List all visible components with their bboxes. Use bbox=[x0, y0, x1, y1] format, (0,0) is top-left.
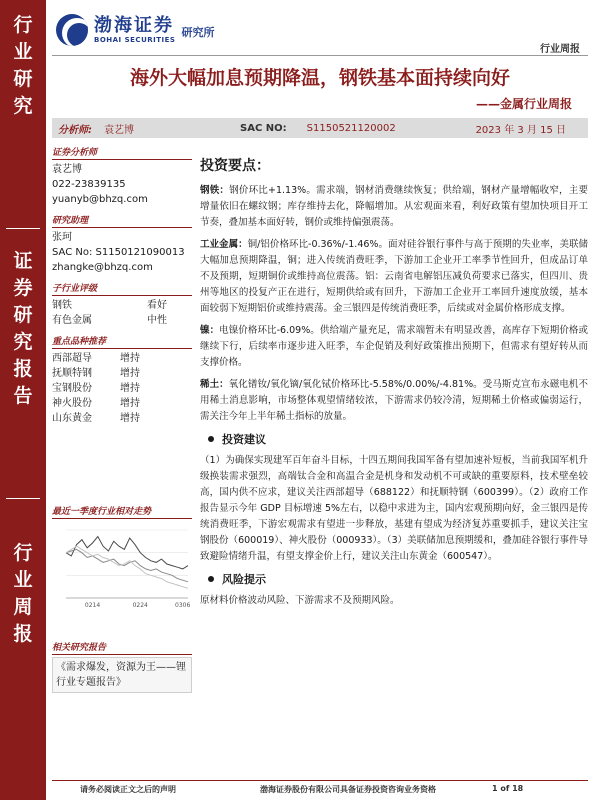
footer-page-number: 1 of 18 bbox=[492, 784, 524, 793]
stock-row bbox=[52, 351, 192, 366]
sidebar-block-industry-weekly bbox=[0, 540, 46, 648]
assistant-name: 张珂 bbox=[52, 232, 72, 243]
report-type: 行业周报 bbox=[540, 44, 580, 55]
report-title: 海外大幅加息预期降温，钢铁基本面持续向好 bbox=[129, 67, 510, 89]
sidebar-char: 周 bbox=[13, 596, 33, 618]
stock-row bbox=[52, 396, 192, 411]
institute-label: 研究所 bbox=[181, 26, 215, 39]
report-date: 2023 年 3 月 15 日 bbox=[475, 124, 566, 136]
analyst-name: 袁艺博 bbox=[104, 124, 134, 136]
stock-rating: 增持 bbox=[120, 353, 140, 364]
stock-name: 山东黄金 bbox=[52, 413, 92, 424]
stock-row bbox=[52, 411, 192, 426]
bullet-icon bbox=[208, 436, 214, 442]
stock-name: 西部超导 bbox=[52, 353, 92, 364]
chart-x-tick-label: 0214 bbox=[84, 602, 101, 609]
steel-text: 钢价环比+1.13%。需求端，钢材消费继续恢复；供给端，钢材产量增幅收窄，主要增量依旧在螺纹钢；库存维持去化，降幅增加。从宏观面来看，利好政策有望加快项目开工节奏，叠加基本面好转，钢价或维持偏强震荡。 bbox=[200, 185, 588, 228]
stock-row bbox=[52, 366, 192, 381]
stocks-section-heading: 重点品种推荐 bbox=[52, 334, 192, 349]
analyst-phone: 022-23839135 bbox=[52, 179, 126, 190]
risk-paragraph: 原材料价格波动风险、下游需求不及预期风险。 bbox=[200, 595, 400, 606]
logo-english-name: BOHAI SECURITIES bbox=[94, 36, 176, 44]
sidebar-char: 研 bbox=[13, 68, 33, 90]
analyst-email: yuanyb@bhzq.com bbox=[52, 194, 148, 205]
nickel-paragraph bbox=[200, 323, 588, 371]
sidebar-char: 告 bbox=[13, 385, 33, 407]
sidebar-char: 究 bbox=[13, 331, 33, 353]
steel-paragraph bbox=[200, 183, 588, 231]
stock-name: 宝钢股份 bbox=[52, 383, 92, 394]
rare-earth-text: 氧化镨钕/氧化镝/氧化铽价格环比-5.58%/0.00%/-4.81%。受马斯克宣布永磁电机不用稀土消息影响，市场整体观望情绪较浓，下游需求仍较冷清，短期稀土价格或偏弱运行，需关注今年上半年稀土指标的放量。 bbox=[200, 379, 588, 422]
rating-sector: 钢铁 bbox=[52, 300, 72, 311]
company-logo bbox=[56, 12, 214, 48]
rare-earth-paragraph bbox=[200, 377, 588, 425]
rating-value: 看好 bbox=[147, 300, 167, 311]
stock-name: 抚顺特钢 bbox=[52, 368, 92, 379]
industrial-metals-paragraph bbox=[200, 237, 588, 317]
risk-heading bbox=[200, 571, 588, 587]
stock-rating: 增持 bbox=[120, 383, 140, 394]
footer-company: 渤海证券股份有限公司具备证券投资咨询业务资格 bbox=[260, 785, 436, 794]
stock-rating: 增持 bbox=[120, 398, 140, 409]
left-column bbox=[52, 145, 192, 693]
sidebar-block-securities-report bbox=[0, 248, 46, 410]
stock-rating: 增持 bbox=[120, 413, 140, 424]
relative-trend-chart bbox=[52, 524, 192, 614]
main-content bbox=[200, 155, 588, 615]
nickel-label: 镍： bbox=[200, 325, 220, 336]
footer-divider bbox=[52, 780, 588, 781]
sidebar bbox=[0, 0, 46, 800]
sidebar-char: 证 bbox=[13, 250, 33, 272]
sac-label: SAC NO: bbox=[240, 122, 287, 134]
sidebar-block-industry-research bbox=[0, 12, 46, 120]
sidebar-char: 业 bbox=[13, 569, 33, 591]
bullet-icon bbox=[208, 576, 214, 582]
related-section-heading: 相关研究报告 bbox=[52, 640, 192, 655]
rating-sector: 有色金属 bbox=[52, 315, 92, 326]
sidebar-char: 行 bbox=[13, 542, 33, 564]
industrial-metals-label: 工业金属： bbox=[200, 239, 248, 250]
report-subtitle: ——金属行业周报 bbox=[475, 97, 572, 111]
related-report: 《需求爆发，资源为王——锂行业专题报告》 bbox=[52, 657, 192, 693]
rating-value: 中性 bbox=[147, 315, 167, 326]
bohai-logo-icon bbox=[56, 14, 88, 46]
header-divider bbox=[52, 55, 588, 56]
sidebar-char: 券 bbox=[13, 277, 33, 299]
assistant-email: zhangke@bhzq.com bbox=[52, 262, 153, 273]
summary-heading: 投资要点： bbox=[200, 158, 270, 174]
sidebar-char: 报 bbox=[13, 623, 33, 645]
sidebar-char: 报 bbox=[13, 358, 33, 380]
sidebar-divider bbox=[6, 498, 40, 499]
assistant-sac: SAC No: S1150121090013 bbox=[52, 247, 185, 258]
steel-label: 钢铁： bbox=[200, 185, 230, 196]
investment-advice-paragraph: （1）为确保实现建军百年奋斗目标，十四五期间我国军备有望加速补短板，当前我国军机升级换装需求强烈，高端钛合金和高温合金是机身和发动机不可或缺的重要原料，技术壁垒较高，国内供不应求，建议关注西部超导（688122）和抚顺特钢（600399）。（2）政府工作报告显示今年 GDP 目标增速 5%左右，以稳中求进为主，国内宏观预期向好，金三银四是传统消费旺季，下游宏观需求有望进一步释放，基建有望成为经济复苏重要抓手，建议关注宝钢股份（600019）、神火股份（000933）。（3）美联储加息预期缓和，叠加硅谷银行事件导致避险情绪升温，有望支撑金价上行，建议关注山东黄金（600547）。 bbox=[200, 455, 588, 562]
stock-rating: 增持 bbox=[120, 368, 140, 379]
analyst-label: 分析师: bbox=[58, 124, 92, 136]
industrial-metals-text: 铜/铝价格环比-0.36%/-1.46%。面对硅谷银行事件与高于预期的失业率，美联储大幅加息预期降温，铜；进入传统消费旺季，下游加工企业开工率季节性回升，但成品订单不及预期，短期铜价或维持高位震荡。铝：云南省电解铝压减负荷要求已落实，但四川、贵州等地区的投复产正在进行，短期供给或有回升，下游加工企业开工率回升速度放缓，基本面较弱下短期铝价或维持震荡。金三银四是传统消费旺季，后续或对金属价格形成支撑。 bbox=[200, 239, 588, 314]
sac-number: S1150521120002 bbox=[306, 122, 396, 134]
chart-x-tick-label: 0306 bbox=[175, 602, 191, 609]
rating-section-heading: 子行业评级 bbox=[52, 281, 192, 296]
rating-row bbox=[52, 298, 192, 313]
assistant-section-heading: 研究助理 bbox=[52, 213, 192, 228]
logo-chinese-name: 渤海证券 bbox=[94, 15, 174, 36]
nickel-text: 电镍价格环比-6.09%。供给端产量充足，需求端暂未有明显改善，高库存下短期价格或继续下行，后续率市逐步进入旺季，车企促销及利好政策推出预期下，但需求有望好转从而支撑价格。 bbox=[200, 325, 588, 368]
investment-advice-heading bbox=[200, 431, 588, 447]
sidebar-divider bbox=[6, 228, 40, 229]
risk-title: 风险提示 bbox=[222, 573, 266, 586]
rare-earth-label: 稀土： bbox=[200, 379, 229, 390]
stock-name: 神火股份 bbox=[52, 398, 92, 409]
chart-x-tick-label: 0224 bbox=[132, 602, 148, 609]
sidebar-char: 业 bbox=[13, 41, 33, 63]
sidebar-char: 研 bbox=[13, 304, 33, 326]
sidebar-char: 究 bbox=[13, 95, 33, 117]
rating-row bbox=[52, 313, 192, 328]
sidebar-char: 行 bbox=[13, 14, 33, 36]
investment-advice-title: 投资建议 bbox=[222, 433, 266, 446]
chart-series-line-2 bbox=[66, 549, 188, 581]
analyst-bar bbox=[52, 118, 588, 138]
analyst-section-heading: 证券分析师 bbox=[52, 145, 192, 160]
footer-disclaimer: 请务必阅读正文之后的声明 bbox=[80, 785, 176, 794]
analyst-name: 袁艺博 bbox=[52, 164, 82, 175]
stock-row bbox=[52, 381, 192, 396]
chart-section-heading: 最近一季度行业相对走势 bbox=[52, 504, 192, 519]
